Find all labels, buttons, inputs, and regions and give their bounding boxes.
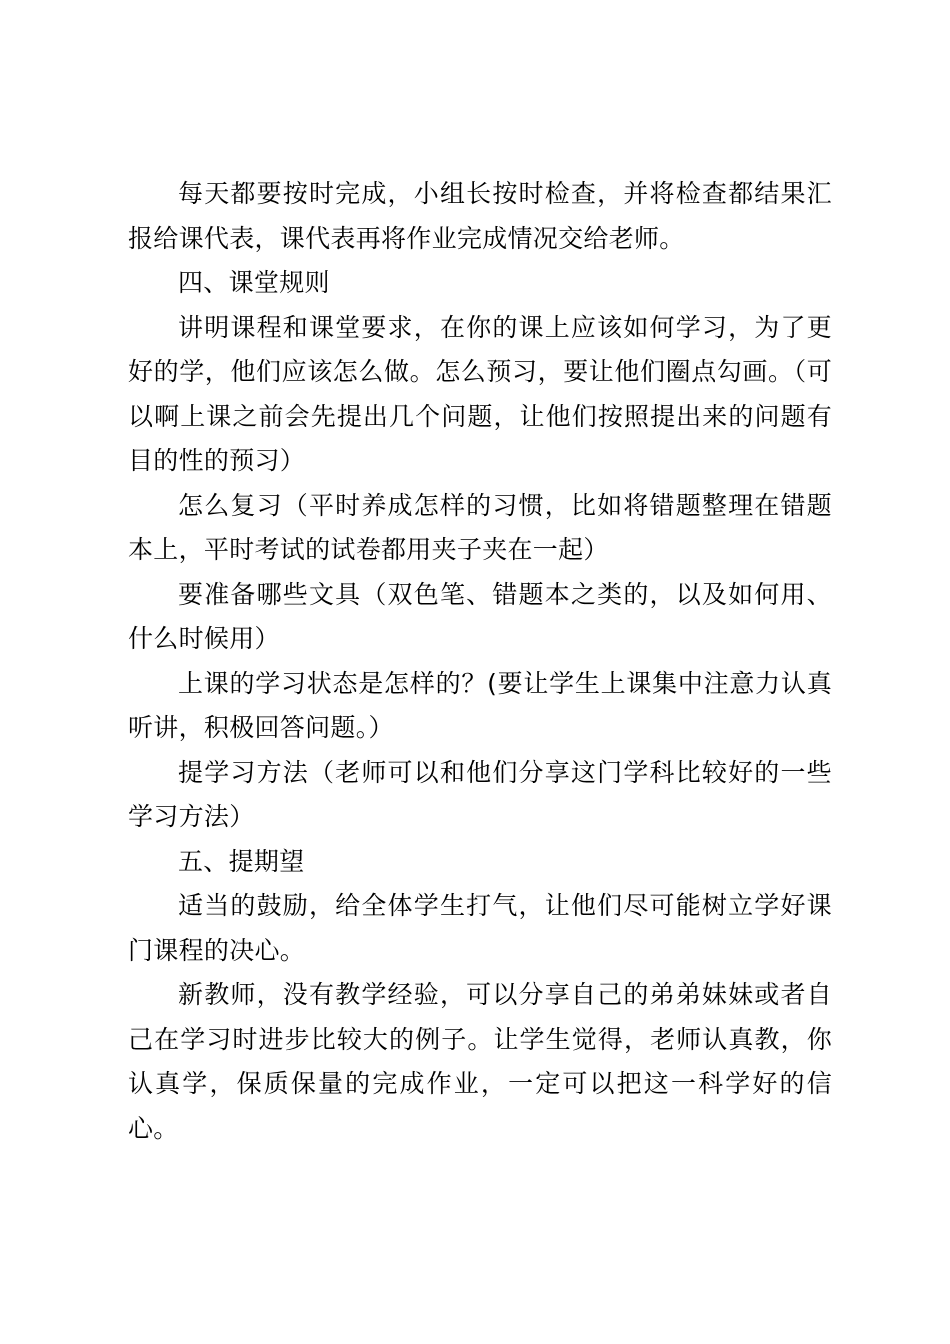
paragraph-homework-check: 每天都要按时完成，小组长按时检查，并将检查都结果汇报给课代表，课代表再将作业完成情况交给老师。	[128, 179, 832, 253]
paragraph-learning-methods: 提学习方法（老师可以和他们分享这门学科比较好的一些学习方法）	[128, 757, 832, 831]
section-heading-expectations: 五、提期望	[178, 846, 305, 876]
paragraph-new-teacher: 新教师，没有教学经验，可以分享自己的弟弟妹妹或者自己在学习时进步比较大的例子。让学生觉得，老师认真教，你认真学，保质保量的完成作业，一定可以把这一科学好的信心。	[128, 980, 832, 1143]
paragraph-review: 怎么复习（平时养成怎样的习惯，比如将错题整理在错题本上，平时考试的试卷都用夹子夹在一起）	[128, 490, 832, 564]
paragraph-encouragement: 适当的鼓励，给全体学生打气，让他们尽可能树立学好课门课程的决心。	[128, 891, 832, 965]
paragraph-stationery: 要准备哪些文具（双色笔、错题本之类的，以及如何用、什么时候用）	[128, 579, 832, 653]
paragraph-course-requirements: 讲明课程和课堂要求，在你的课上应该如何学习，为了更好的学，他们应该怎么做。怎么预习，要让他们圈点勾画。（可以啊上课之前会先提出几个问题，让他们按照提出来的问题有目的性的预习）	[128, 312, 832, 475]
paragraph-learning-state: 上课的学习状态是怎样的？(要让学生上课集中注意力认真听讲，积极回答问题。）	[128, 668, 832, 742]
section-heading-classroom-rules: 四、课堂规则	[178, 268, 330, 297]
